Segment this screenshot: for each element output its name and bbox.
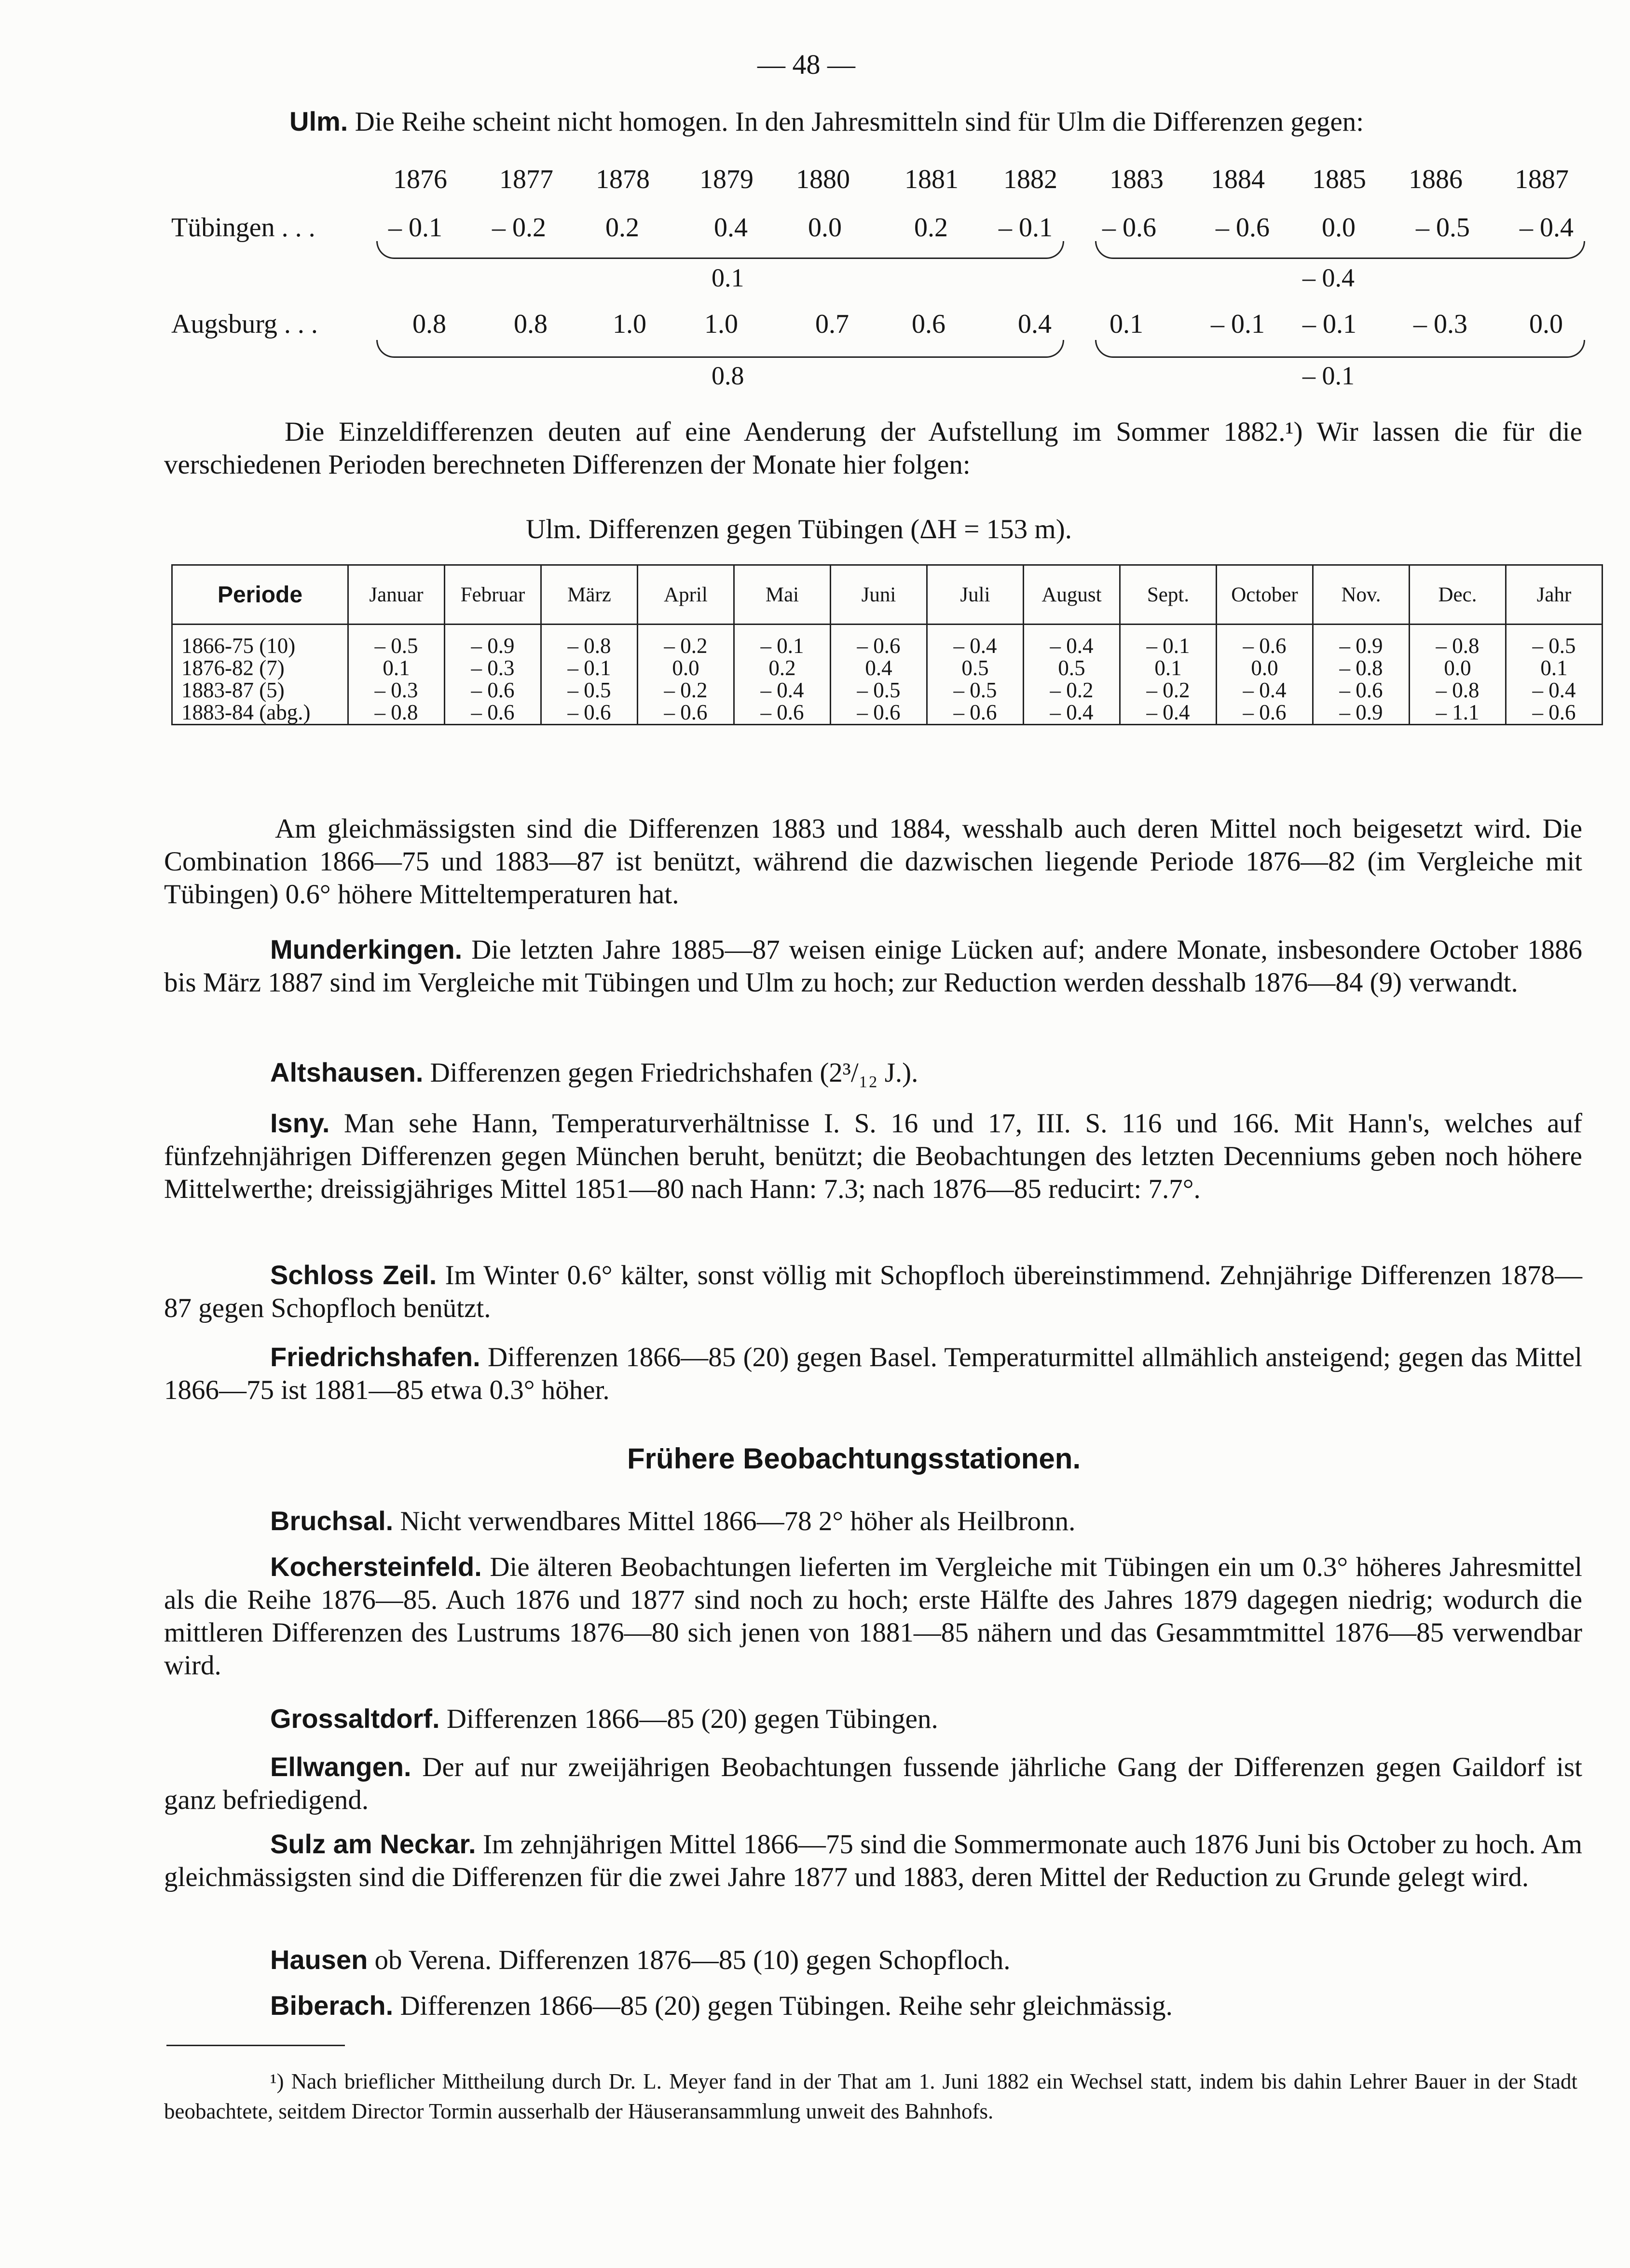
station-text: Im Winter 0.6° kälter, sonst völlig mit Schopfloch übereinstimmend. Zehnjährige Differenzen 1878—87 gegen Schopfloch benützt.: [164, 1260, 1583, 1323]
period-cells: [172, 625, 348, 725]
year-cell: 1882: [1003, 164, 1057, 194]
row-label: Augsburg . . .: [171, 309, 318, 339]
station-text: Die älteren Beobachtungen lieferten im Vergleiche mit Tübingen ein um 0.3° höheres Jahresmittel als die Reihe 1876—85. Auch 1876 und 1877 sind noch zu hoch; erste Hälfte des Jahres 1879 dagegen niedrig; wodurch die mittleren Differenzen des Lustrums 1876—80 sich jenen von 1881—85 nähern und das Gesammtmittel 1876—85 verwendbar wird.: [164, 1552, 1582, 1681]
cell: 0.0: [672, 656, 699, 680]
year-cell: 1885: [1312, 164, 1366, 194]
cell: 0.1: [1540, 656, 1568, 680]
station-altshausen: [164, 1056, 1582, 1089]
value-cell: 0.7: [815, 309, 849, 339]
cell: – 0.4: [760, 678, 804, 702]
year-cell: 1876: [393, 164, 447, 194]
cell: – 0.2: [1146, 678, 1190, 702]
monthly-difference-table: [171, 564, 1603, 725]
year-cell: 1883: [1109, 164, 1164, 194]
column-header: Nov.: [1313, 565, 1410, 625]
cell: 0.5: [961, 656, 989, 680]
mean-value: – 0.4: [1302, 263, 1355, 292]
station-isny: [164, 1107, 1582, 1206]
cell: – 0.8: [567, 634, 611, 658]
column-october: [1217, 625, 1313, 725]
station-bruchsal: [164, 1505, 1582, 1538]
column-juli: [927, 625, 1024, 725]
row-label: Tübingen . . .: [171, 213, 315, 243]
column-august: [1024, 625, 1120, 725]
cell: – 0.3: [374, 678, 418, 702]
value-cell: 0.6: [912, 309, 945, 339]
cell: 0.1: [383, 656, 410, 680]
cell: – 0.9: [1339, 700, 1383, 724]
cell: – 0.6: [567, 700, 611, 724]
cell: 1883-87 (5): [181, 678, 285, 702]
cell: – 0.3: [471, 656, 515, 680]
station-name: Friedrichshafen.: [270, 1342, 480, 1372]
value-cell: – 0.1: [388, 213, 442, 243]
station-name: Biberach.: [270, 1990, 394, 2021]
cell: – 0.4: [1243, 678, 1287, 702]
footnote-separator: [166, 2045, 345, 2046]
cell: – 0.4: [1050, 700, 1094, 724]
cell: – 0.1: [1146, 634, 1190, 658]
year-cell: 1878: [596, 164, 650, 194]
year-cell: 1880: [796, 164, 850, 194]
year-header-row: [0, 164, 1630, 198]
station-name: Bruchsal.: [270, 1506, 394, 1536]
value-cell: 0.2: [914, 213, 948, 243]
station-name: Munderkingen.: [270, 934, 463, 964]
bracket: [376, 241, 1064, 259]
cell: – 0.8: [1436, 678, 1479, 702]
cell: – 0.1: [567, 656, 611, 680]
cell: – 0.6: [857, 634, 901, 658]
value-cell: 0.0: [808, 213, 842, 243]
station-text: Der auf nur zweijährigen Beobachtungen fussende jährliche Gang der Differenzen gegen Gaildorf ist ganz befriedigend.: [164, 1752, 1582, 1815]
column-jahr: [1506, 625, 1603, 725]
cell: – 0.4: [1146, 700, 1190, 724]
station-biberach: [164, 1989, 1582, 2023]
column-header: October: [1217, 565, 1313, 625]
cell: – 0.9: [471, 634, 515, 658]
value-cell: – 0.1: [1302, 309, 1356, 339]
column-nov: [1313, 625, 1410, 725]
cell: – 0.2: [664, 634, 708, 658]
cell: – 0.2: [664, 678, 708, 702]
value-cell: 1.0: [613, 309, 646, 339]
station-name: Hausen: [270, 1944, 368, 1975]
column-maerz: [541, 625, 638, 725]
paragraph-einzeldifferenzen: Die Einzeldifferenzen deuten auf eine Aenderung der Aufstellung im Sommer 1882.¹) Wir lassen die für die verschiedenen Perioden berechneten Differenzen der Monate hier folgen:: [164, 417, 1582, 480]
table-row: [172, 625, 1603, 725]
cell: – 0.6: [760, 700, 804, 724]
paragraph-gleichmaessig: Am gleichmässigsten sind die Differenzen 1883 und 1884, wesshalb auch deren Mittel noch beigesetzt wird. Die Combination 1866—75 und 1883—87 ist benützt, während die dazwischen liegende Periode 1876—82 (im Vergleiche mit Tübingen) 0.6° höhere Mitteltemperaturen hat.: [164, 814, 1582, 910]
cell: 0.4: [865, 656, 892, 680]
station-name: Sulz am Neckar.: [270, 1829, 476, 1859]
value-cell: – 0.6: [1102, 213, 1156, 243]
cell: – 0.5: [374, 634, 418, 658]
year-cell: 1886: [1409, 164, 1463, 194]
column-header: Mai: [734, 565, 831, 625]
value-cell: 0.1: [1109, 309, 1143, 339]
value-cell: 0.8: [514, 309, 548, 339]
station-name: Grossaltdorf.: [270, 1703, 440, 1734]
value-cell: 1.0: [704, 309, 738, 339]
column-juni: [831, 625, 927, 725]
value-cell: 0.2: [605, 213, 639, 243]
column-header: Jahr: [1506, 565, 1603, 625]
mean-value: 0.1: [712, 263, 744, 292]
year-cell: 1877: [499, 164, 553, 194]
station-sulz: [164, 1828, 1582, 1894]
cell: 1876-82 (7): [181, 656, 285, 680]
station-text: Im zehnjährigen Mittel 1866—75 sind die Sommermonate auch 1876 Juni bis October zu hoch. Am gleichmässigsten sind die Differenzen für die zwei Jahre 1877 und 1883, deren Mittel der Reduction zu Grunde gelegt wird.: [164, 1829, 1583, 1892]
cell: – 0.4: [1532, 678, 1576, 702]
cell: 1866-75 (10): [181, 634, 296, 658]
column-header: August: [1024, 565, 1120, 625]
cell: – 0.2: [1050, 678, 1094, 702]
column-header: Juli: [927, 565, 1024, 625]
station-ellwangen: [164, 1751, 1582, 1817]
year-cell: 1881: [904, 164, 959, 194]
station-text: Die letzten Jahre 1885—87 weisen einige Lücken auf; andere Monate, insbesondere October 1886 bis März 1887 sind im Vergleiche mit Tübingen und Ulm zu hoch; zur Reduction werden desshalb 1876—84 (9) verwandt.: [164, 935, 1582, 998]
mean-value: 0.8: [712, 361, 744, 390]
value-cell: – 0.1: [1211, 309, 1265, 339]
column-april: [638, 625, 734, 725]
station-text: Nicht verwendbares Mittel 1866—78 2° höher als Heilbronn.: [400, 1506, 1076, 1536]
station-munderkingen: [164, 933, 1582, 999]
ulm-intro-text: Die Reihe scheint nicht homogen. In den Jahresmitteln sind für Ulm die Differenzen gegen:: [355, 107, 1364, 137]
column-header: April: [638, 565, 734, 625]
section-heading: Frühere Beobachtungsstationen.: [627, 1442, 1081, 1475]
station-kochersteinfeld: [164, 1550, 1582, 1682]
year-cell: 1884: [1211, 164, 1265, 194]
station-name-ulm: Ulm.: [289, 106, 348, 136]
cell: 0.2: [768, 656, 796, 680]
value-cell: – 0.4: [1520, 213, 1574, 243]
mean-value: – 0.1: [1302, 361, 1355, 390]
column-header: März: [541, 565, 638, 625]
station-text: Differenzen 1866—85 (20) gegen Tübingen.: [446, 1704, 938, 1734]
cell: – 0.5: [953, 678, 997, 702]
cell: 0.1: [1154, 656, 1182, 680]
cell: – 0.6: [857, 700, 901, 724]
cell: – 0.6: [664, 700, 708, 724]
value-cell: 0.8: [412, 309, 446, 339]
station-name: Altshausen.: [270, 1057, 424, 1087]
value-cell: – 0.3: [1413, 309, 1467, 339]
station-name: Schloss Zeil.: [270, 1260, 437, 1290]
value-cell: 0.0: [1322, 213, 1356, 243]
station-text: Differenzen 1866—85 (20) gegen Tübingen. Reihe sehr gleichmässig.: [400, 1991, 1173, 2021]
cell: – 0.6: [953, 700, 997, 724]
column-header: Sept.: [1120, 565, 1217, 625]
value-cell: 0.0: [1529, 309, 1563, 339]
bracket: [1095, 241, 1585, 259]
station-schloss-zeil: [164, 1259, 1582, 1325]
column-sept: [1120, 625, 1217, 725]
station-name: Isny.: [270, 1108, 330, 1138]
year-cell: 1887: [1515, 164, 1569, 194]
station-grossaltdorf: [164, 1702, 1582, 1736]
column-header: Periode: [172, 565, 348, 625]
cell: – 0.8: [1436, 634, 1479, 658]
cell: – 0.5: [1532, 634, 1576, 658]
station-friedrichshafen: [164, 1341, 1582, 1407]
ulm-intro: [289, 105, 1587, 138]
column-header: Juni: [831, 565, 927, 625]
cell: – 0.6: [471, 700, 515, 724]
cell: 0.5: [1058, 656, 1085, 680]
column-header: Februar: [445, 565, 541, 625]
augsburg-row: [0, 309, 1630, 342]
cell: – 0.8: [374, 700, 418, 724]
cell: 1883-84 (abg.): [181, 700, 311, 724]
value-cell: – 0.5: [1416, 213, 1470, 243]
station-hausen: [164, 1943, 1582, 1977]
cell: – 0.8: [1339, 656, 1383, 680]
cell: 0.0: [1444, 656, 1471, 680]
cell: – 0.4: [1050, 634, 1094, 658]
column-dec: [1410, 625, 1506, 725]
cell: 0.0: [1251, 656, 1278, 680]
cell: – 0.6: [1339, 678, 1383, 702]
year-cell: 1879: [699, 164, 753, 194]
cell: – 0.6: [1243, 634, 1287, 658]
cell: – 0.1: [760, 634, 804, 658]
cell: – 0.6: [1243, 700, 1287, 724]
cell: – 0.6: [471, 678, 515, 702]
station-text: Differenzen 1866—85 (20) gegen Basel. Temperaturmittel allmählich ansteigend; gegen das Mittel 1866—75 ist 1881—85 etwa 0.3° höher.: [164, 1342, 1582, 1405]
value-cell: – 0.6: [1216, 213, 1270, 243]
cell: – 0.9: [1339, 634, 1383, 658]
page-number: — 48 —: [757, 49, 855, 80]
value-cell: 0.4: [1018, 309, 1052, 339]
column-februar: [445, 625, 541, 725]
bracket: [376, 340, 1064, 358]
cell: – 1.1: [1436, 700, 1479, 724]
value-cell: 0.4: [714, 213, 748, 243]
footnote: ¹) Nach brieflicher Mittheilung durch Dr. L. Meyer fand in der That am 1. Juni 1882 ein Wechsel statt, indem bis dahin Lehrer Bauer in der Stadt beobachtete, seitdem Director Tormin ausserhalb der Häuseransammlung unweit des Bahnhofs.: [164, 2069, 1577, 2123]
cell: – 0.5: [567, 678, 611, 702]
bracket: [1095, 340, 1585, 358]
cell: – 0.4: [953, 634, 997, 658]
table-caption: Ulm. Differenzen gegen Tübingen (ΔH = 153 m).: [526, 514, 1072, 544]
column-mai: [734, 625, 831, 725]
column-januar: [348, 625, 445, 725]
value-cell: – 0.2: [492, 213, 546, 243]
value-cell: – 0.1: [999, 213, 1053, 243]
station-name: Ellwangen.: [270, 1752, 411, 1782]
column-header: Januar: [348, 565, 445, 625]
table-header-row: [172, 565, 1603, 625]
station-text: ob Verena. Differenzen 1876—85 (10) gegen Schopfloch.: [374, 1945, 1011, 1975]
cell: – 0.6: [1532, 700, 1576, 724]
column-header: Dec.: [1410, 565, 1506, 625]
station-text: Man sehe Hann, Temperaturverhältnisse I. S. 16 und 17, III. S. 116 und 166. Mit Hann's, welches auf fünfzehnjährigen Differenzen gegen München beruht, benützt; die Beobachtungen des letzten Decenniums geben noch höhere Mittelwerthe; dreissigjähriges Mittel 1851—80 nach Hann: 7.3; nach 1876—85 reducirt: 7.7°.: [164, 1108, 1582, 1204]
station-text: Differenzen gegen Friedrichshafen (2³/₁₂ J.).: [430, 1058, 918, 1088]
cell: – 0.5: [857, 678, 901, 702]
station-name: Kochersteinfeld.: [270, 1551, 482, 1582]
